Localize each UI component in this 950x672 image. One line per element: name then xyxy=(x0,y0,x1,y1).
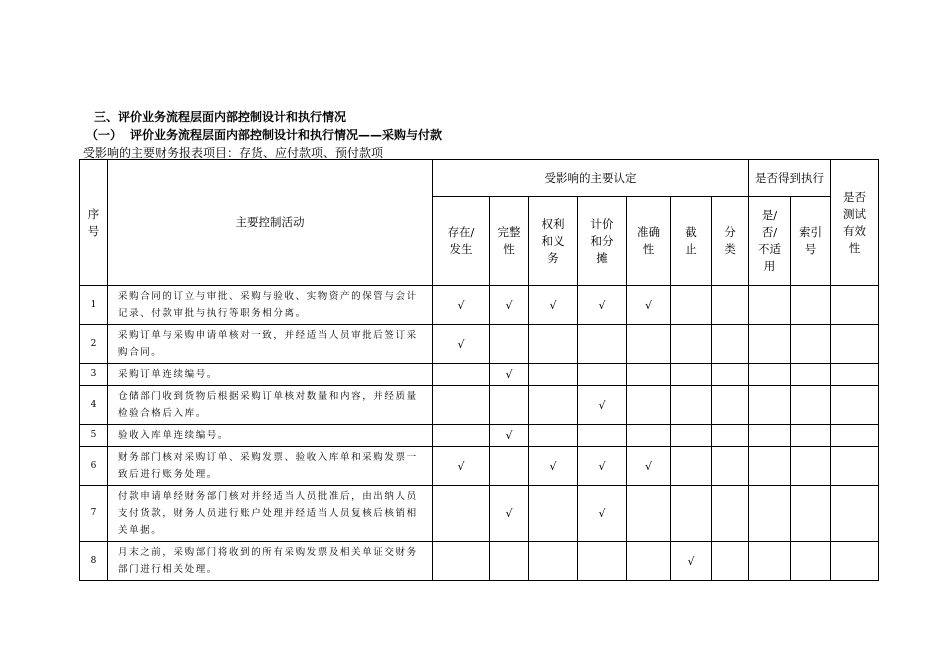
assertion-cell xyxy=(578,364,627,386)
header-valuation: 计价和分摊 xyxy=(578,197,627,286)
check-mark: √ xyxy=(457,459,465,473)
index-cell xyxy=(791,542,831,581)
assertion-cell xyxy=(712,386,749,425)
assertion-cell xyxy=(578,486,627,542)
tested-cell xyxy=(831,364,879,386)
assertion-cell xyxy=(490,542,529,581)
header-completeness: 完整性 xyxy=(490,197,529,286)
yes-no-cell xyxy=(749,325,791,364)
tested-cell xyxy=(831,425,879,447)
assertion-cell xyxy=(578,286,627,325)
assertion-cell xyxy=(671,486,712,542)
tested-cell xyxy=(831,447,879,486)
tested-cell xyxy=(831,542,879,581)
row-seq: 2 xyxy=(80,325,108,364)
assertion-cell xyxy=(627,386,671,425)
index-cell xyxy=(791,364,831,386)
row-seq: 6 xyxy=(80,447,108,486)
assertion-cell xyxy=(671,542,712,581)
assertion-cell xyxy=(433,325,490,364)
assertion-cell xyxy=(529,325,578,364)
yes-no-cell xyxy=(749,486,791,542)
assertion-cell xyxy=(671,286,712,325)
assertion-cell xyxy=(578,386,627,425)
tested-cell xyxy=(831,325,879,364)
check-mark: √ xyxy=(505,429,513,442)
assertion-cell xyxy=(627,542,671,581)
section-heading: 三、评价业务流程层面内部控制设计和执行情况 xyxy=(94,110,347,124)
index-cell xyxy=(791,325,831,364)
index-cell xyxy=(791,486,831,542)
check-mark: √ xyxy=(549,298,557,312)
assertion-cell xyxy=(627,325,671,364)
check-mark: √ xyxy=(644,298,652,312)
yes-no-cell xyxy=(749,425,791,447)
assertion-cell xyxy=(627,364,671,386)
assertion-cell xyxy=(627,286,671,325)
assertion-cell xyxy=(712,286,749,325)
table-row xyxy=(80,325,879,364)
check-mark: √ xyxy=(644,459,652,473)
assertion-cell xyxy=(529,542,578,581)
row-activity: 验收入库单连续编号。 xyxy=(108,425,433,447)
table-row xyxy=(80,364,879,386)
row-seq: 1 xyxy=(80,286,108,325)
header-existence: 存在/发生 xyxy=(433,197,490,286)
row-activity: 采购订单连续编号。 xyxy=(108,364,433,386)
assertion-cell xyxy=(671,425,712,447)
assertion-cell xyxy=(671,447,712,486)
assertion-cell xyxy=(529,386,578,425)
assertion-cell xyxy=(529,486,578,542)
header-executed-group: 是否得到执行 xyxy=(749,160,831,197)
header-yes-no: 是/否/不适用 xyxy=(749,197,791,286)
table-row xyxy=(80,286,879,325)
index-cell xyxy=(791,447,831,486)
assertion-cell xyxy=(671,325,712,364)
table-row xyxy=(80,386,879,425)
check-mark: √ xyxy=(598,398,606,412)
row-activity: 采购订单与采购申请单核对一致，并经适当人员审批后签订采购合同。 xyxy=(108,325,433,364)
header-tested: 是否测试有效性 xyxy=(831,160,879,286)
row-seq: 3 xyxy=(80,364,108,386)
assertion-cell xyxy=(627,486,671,542)
assertion-cell xyxy=(433,386,490,425)
check-mark: √ xyxy=(598,459,606,473)
row-activity: 财务部门核对采购订单、采购发票、验收入库单和采购发票一致后进行账务处理。 xyxy=(108,447,433,486)
header-activity: 主要控制活动 xyxy=(108,160,433,286)
assertion-cell xyxy=(490,447,529,486)
assertion-cell xyxy=(627,425,671,447)
header-seq: 序号 xyxy=(80,160,108,286)
header-classification: 分类 xyxy=(712,197,749,286)
header-index: 索引号 xyxy=(791,197,831,286)
assertion-cell xyxy=(433,486,490,542)
tested-cell xyxy=(831,286,879,325)
affected-items-line: 受影响的主要财务报表项目：存货、应付款项、预付款项 xyxy=(83,146,384,160)
yes-no-cell xyxy=(749,386,791,425)
header-accuracy: 准确性 xyxy=(627,197,671,286)
assertion-cell xyxy=(712,425,749,447)
yes-no-cell xyxy=(749,447,791,486)
assertion-cell xyxy=(712,542,749,581)
assertion-cell xyxy=(433,425,490,447)
index-cell xyxy=(791,425,831,447)
check-mark: √ xyxy=(505,507,513,520)
assertion-cell xyxy=(712,486,749,542)
assertion-cell xyxy=(490,486,529,542)
check-mark: √ xyxy=(598,507,606,520)
assertion-cell xyxy=(578,425,627,447)
assertion-cell xyxy=(529,425,578,447)
table-row xyxy=(80,425,879,447)
assertion-cell xyxy=(529,286,578,325)
check-mark: √ xyxy=(687,554,695,568)
assertion-cell xyxy=(578,542,627,581)
check-mark: √ xyxy=(457,298,465,312)
row-seq: 8 xyxy=(80,542,108,581)
subsection-title: 评价业务流程层面内部控制设计和执行情况——采购与付款 xyxy=(130,128,443,142)
assertion-cell xyxy=(433,447,490,486)
check-mark: √ xyxy=(457,337,465,351)
row-seq: 7 xyxy=(80,486,108,542)
header-assertions-group: 受影响的主要认定 xyxy=(433,160,749,197)
assertion-cell xyxy=(671,386,712,425)
index-cell xyxy=(791,286,831,325)
check-mark: √ xyxy=(505,368,513,381)
header-cutoff: 截止 xyxy=(671,197,712,286)
yes-no-cell xyxy=(749,364,791,386)
assertion-cell xyxy=(433,542,490,581)
assertion-cell xyxy=(433,286,490,325)
assertion-cell xyxy=(433,364,490,386)
row-activity: 月末之前，采购部门将收到的所有采购发票及相关单证交财务部门进行相关处理。 xyxy=(108,542,433,581)
assertion-cell xyxy=(490,425,529,447)
assertion-cell xyxy=(578,325,627,364)
assertion-cell xyxy=(529,364,578,386)
assertion-cell xyxy=(490,386,529,425)
yes-no-cell xyxy=(749,542,791,581)
table-row xyxy=(80,486,879,542)
row-activity: 采购合同的订立与审批、采购与验收、实物资产的保管与会计记录、付款审批与执行等职务相分离。 xyxy=(108,286,433,325)
assertion-cell xyxy=(529,447,578,486)
assertion-cell xyxy=(712,447,749,486)
table-row xyxy=(80,447,879,486)
subsection-number: （一） xyxy=(86,128,123,142)
assertion-cell xyxy=(490,286,529,325)
subsection-heading xyxy=(86,126,442,143)
row-activity: 付款申请单经财务部门核对并经适当人员批准后，由出纳人员支付货款，财务人员进行账户处理并经适当人员复核后核销相关单据。 xyxy=(108,486,433,542)
control-activities-table xyxy=(79,159,879,581)
index-cell xyxy=(791,386,831,425)
assertion-cell xyxy=(627,447,671,486)
assertion-cell xyxy=(712,325,749,364)
assertion-cell xyxy=(578,447,627,486)
assertion-cell xyxy=(671,364,712,386)
check-mark: √ xyxy=(549,459,557,473)
tested-cell xyxy=(831,486,879,542)
header-rights: 权利和义务 xyxy=(529,197,578,286)
assertion-cell xyxy=(490,364,529,386)
assertion-cell xyxy=(712,364,749,386)
yes-no-cell xyxy=(749,286,791,325)
check-mark: √ xyxy=(505,298,513,312)
assertion-cell xyxy=(490,325,529,364)
row-activity: 仓储部门收到货物后根据采购订单核对数量和内容，并经质量检验合格后入库。 xyxy=(108,386,433,425)
tested-cell xyxy=(831,386,879,425)
row-seq: 5 xyxy=(80,425,108,447)
row-seq: 4 xyxy=(80,386,108,425)
check-mark: √ xyxy=(598,298,606,312)
table-row xyxy=(80,542,879,581)
